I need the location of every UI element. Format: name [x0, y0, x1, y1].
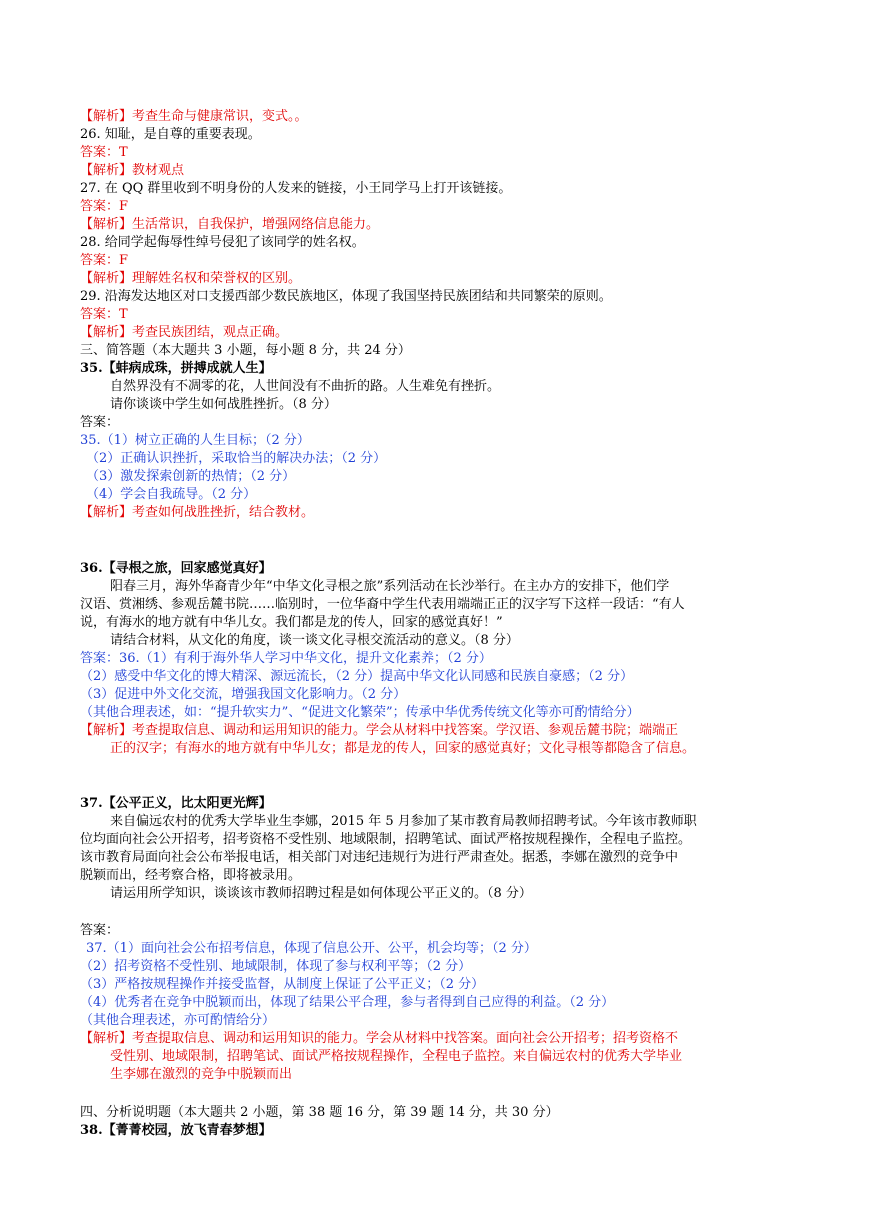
text-line: 来自偏远农村的优秀大学毕业生李娜，2015 年 5 月参加了某市教育局教师招聘考试。今年该市教师职: [110, 814, 697, 829]
text-line: （其他合理表述，如：“提升软实力”、“促进文化繁荣”；传承中华优秀传统文化等亦可酌情给分）: [80, 705, 640, 720]
text-line: （3）严格按规程操作并接受监督，从制度上保证了公平正义；（2 分）: [80, 977, 485, 992]
text-line: 汉语、赏湘绣、参观岳麓书院……临别时，一位华裔中学生代表用端端正正的汉字写下这样一段话：“有人: [80, 597, 685, 612]
text-line: 正的汉字；有海水的地方就有中华儿女；都是龙的传人，回家的感觉真好；文化寻根等都隐含了信息。: [110, 741, 696, 756]
text-line: 答案：T: [80, 145, 128, 160]
text-line: 【解析】生活常识，自我保护，增强网络信息能力。: [80, 217, 380, 232]
text-line: （2）正确认识挫折，采取恰当的解决办法；（2 分）: [86, 451, 387, 466]
text-line: 答案：F: [80, 199, 129, 214]
text-line: 请你谈谈中学生如何战胜挫折。（8 分）: [110, 397, 337, 412]
text-line: 三、简答题（本大题共 3 小题，每小题 8 分，共 24 分）: [80, 343, 411, 358]
text-line: 【解析】考查提取信息、调动和运用知识的能力。学会从材料中找答案。面向社会公开招考；招考资格不: [80, 1031, 679, 1046]
text-line: （2）感受中华文化的博大精深、源远流长，（2 分）提高中华文化认同感和民族自豪感；（2 分）: [80, 669, 634, 684]
text-line: 29. 沿海发达地区对口支援西部少数民族地区，体现了我国坚持民族团结和共同繁荣的原则。: [80, 289, 612, 304]
text-line: 【解析】教材观点: [80, 163, 185, 178]
text-line: 35.（1）树立正确的人生目标；（2 分）: [80, 433, 310, 448]
text-line: 答案：36.（1）有利于海外华人学习中华文化，提升文化素养；（2 分）: [80, 651, 492, 666]
text-line: 说，有海水的地方就有中华儿女。我们都是龙的传人，回家的感觉真好！”: [80, 615, 503, 630]
text-line: （4）学会自我疏导。（2 分）: [86, 487, 257, 502]
text-line: 【解析】考查民族团结，观点正确。: [80, 325, 289, 340]
text-line: 【解析】理解姓名权和荣誉权的区别。: [80, 271, 302, 286]
text-line: 38.【菁菁校园，放飞青春梦想】: [80, 1123, 272, 1138]
text-line: （其他合理表述，亦可酌情给分）: [80, 1013, 276, 1028]
text-line: 受性别、地域限制，招聘笔试、面试严格按规程操作，全程电子监控。来自偏远农村的优秀大学毕业: [110, 1049, 683, 1064]
text-line: 26. 知耻，是自尊的重要表现。: [80, 127, 261, 142]
text-line: 28. 给同学起侮辱性绰号侵犯了该同学的姓名权。: [80, 235, 365, 250]
text-line: （3）激发探索创新的热情；（2 分）: [86, 469, 296, 484]
text-line: 37.【公平正义，比太阳更光辉】: [80, 796, 272, 811]
text-line: （2）招考资格不受性别、地域限制，体现了参与权利平等；（2 分）: [80, 959, 472, 974]
text-line: 【解析】考查如何战胜挫折，结合教材。: [80, 505, 315, 520]
text-line: 答案：T: [80, 307, 128, 322]
text-line: 请运用所学知识，谈谈该市教师招聘过程是如何体现公平正义的。（8 分）: [110, 886, 532, 901]
text-line: 答案：: [80, 415, 120, 430]
text-line: 生李娜在激烈的竞争中脱颖而出: [110, 1067, 293, 1082]
text-line: 【解析】考查提取信息、调动和运用知识的能力。学会从材料中找答案。学汉语、参观岳麓书院；端端正: [80, 723, 679, 738]
text-line: 位均面向社会公开招考，招考资格不受性别、地域限制，招聘笔试、面试严格按规程操作，全程电子监控。: [80, 832, 692, 847]
text-line: 答案：F: [80, 253, 129, 268]
text-line: （3）促进中外文化交流，增强我国文化影响力。（2 分）: [80, 687, 407, 702]
text-line: 请结合材料，从文化的角度，谈一谈文化寻根交流活动的意义。（8 分）: [110, 633, 519, 648]
text-line: 脱颖而出，经考察合格，即将被录用。: [80, 868, 302, 883]
text-line: 37.（1）面向社会公布招考信息，体现了信息公开、公平，机会均等；（2 分）: [86, 941, 537, 956]
text-line: 该市教育局面向社会公布举报电话，相关部门对违纪违规行为进行严肃查处。据悉，李娜在激烈的竞争中: [80, 850, 679, 865]
text-line: 36.【寻根之旅，回家感觉真好】: [80, 561, 272, 576]
text-line: 27. 在 QQ 群里收到不明身份的人发来的链接，小王同学马上打开该链接。: [80, 181, 512, 196]
text-line: 阳春三月，海外华裔青少年“中华文化寻根之旅”系列活动在长沙举行。在主办方的安排下，他们学: [110, 579, 670, 594]
text-line: 自然界没有不凋零的花，人世间没有不曲折的路。人生难免有挫折。: [110, 379, 501, 394]
text-line: 【解析】考查生命与健康常识，变式。。: [80, 109, 308, 124]
text-line: （4）优秀者在竞争中脱颖而出，体现了结果公平合理，参与者得到自己应得的利益。（2 分）: [80, 995, 615, 1010]
text-line: 四、分析说明题（本大题共 2 小题，第 38 题 16 分，第 39 题 14 分，共 30 分）: [80, 1105, 559, 1120]
text-line: 35.【蚌病成珠，拼搏成就人生】: [80, 361, 272, 376]
text-line: 答案：: [80, 923, 120, 938]
